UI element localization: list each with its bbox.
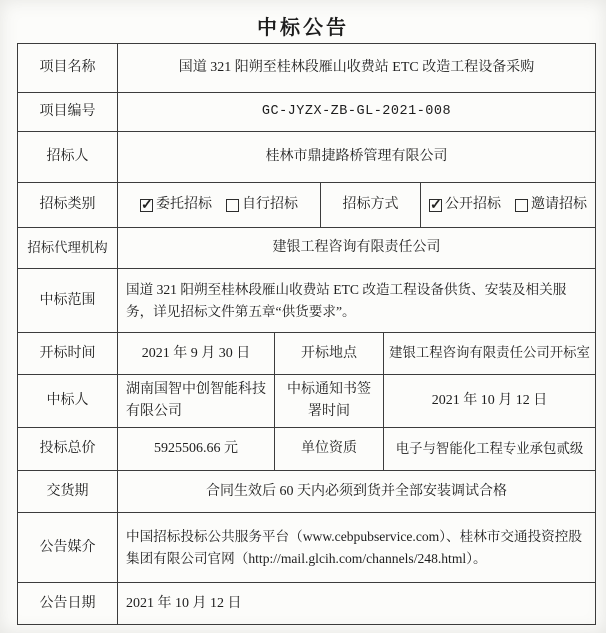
label-agency: 招标代理机构 xyxy=(18,228,118,268)
label-award-scope: 中标范围 xyxy=(18,269,118,332)
row-bid-opening xyxy=(18,333,595,375)
label-bid-opening-place: 开标地点 xyxy=(275,333,384,374)
value-award-scope xyxy=(118,269,595,332)
row-project-name xyxy=(18,44,595,93)
value-bid-price: 5925506.66 元 xyxy=(118,428,275,470)
row-winner xyxy=(18,375,595,428)
option-delegated-tender xyxy=(140,194,212,216)
label-tender-category: 招标类别 xyxy=(18,183,118,227)
value-winner xyxy=(118,375,275,427)
unchecked-checkbox-icon xyxy=(226,199,239,212)
document-title: 中标公告 xyxy=(257,17,349,39)
row-agency xyxy=(18,228,595,269)
label-project-name: 项目名称 xyxy=(18,44,118,92)
label-tenderer: 招标人 xyxy=(18,132,118,182)
unchecked-checkbox-icon xyxy=(515,199,528,212)
value-project-name: 国道 321 阳朔至桂林段雁山收费站 ETC 改造工程设备采购 xyxy=(178,60,535,76)
option-self-tender xyxy=(226,194,298,216)
label-unit-qualification: 单位资质 xyxy=(275,428,384,470)
value-tenderer: 桂林市鼎捷路桥管理有限公司 xyxy=(265,149,448,165)
value-delivery-period: 合同生效后 60 天内必须到货并全部安装调试合格 xyxy=(206,483,507,499)
row-award-scope xyxy=(18,269,595,333)
option-invited-tender xyxy=(515,194,587,216)
row-tenderer xyxy=(18,132,595,183)
label-project-number: 项目编号 xyxy=(18,93,118,131)
label-winner: 中标人 xyxy=(18,375,118,427)
value-agency: 建银工程咨询有限责任公司 xyxy=(272,240,441,256)
value-bid-opening-place: 建银工程咨询有限责任公司开标室 xyxy=(389,345,590,361)
label-announcement-date: 公告日期 xyxy=(18,583,118,624)
option-open-tender xyxy=(429,194,501,216)
tender-category-options xyxy=(118,183,321,227)
label-tender-method: 招标方式 xyxy=(321,183,421,227)
row-bid-price xyxy=(18,428,595,471)
value-unit-qualification: 电子与智能化工程专业承包贰级 xyxy=(395,440,584,456)
row-tender-category xyxy=(18,183,595,228)
row-announcement-media xyxy=(18,513,595,583)
value-notice-signing-time: 2021 年 10 月 12 日 xyxy=(431,393,548,409)
option-invited-tender-label: 邀请招标 xyxy=(531,197,587,213)
row-delivery-period xyxy=(18,471,595,513)
announcement-media-text: 中国招标投标公共服务平台（www.cebpubservice.com）、桂林市交通投资控股集团有限公司官网（http://mail.glcih.com/channels/248.html）。 xyxy=(126,529,582,566)
value-announcement-date: 2021 年 10 月 12 日 xyxy=(126,595,242,611)
announcement-table xyxy=(17,43,596,625)
award-scope-text: 国道 321 阳朔至桂林段雁山收费站 ETC 改造工程设备供货、安装及相关服务，详见招标文件第五章“供货要求”。 xyxy=(126,282,567,319)
value-announcement-media xyxy=(118,513,595,582)
option-self-tender-label: 自行招标 xyxy=(242,197,298,213)
label-delivery-period: 交货期 xyxy=(18,471,118,512)
tender-method-options xyxy=(421,183,595,227)
label-bid-price: 投标总价 xyxy=(18,428,118,470)
winner-name-text: 湖南国智中创智能科技有限公司 xyxy=(126,382,266,419)
value-bid-opening-time: 2021 年 9 月 30 日 xyxy=(118,333,275,374)
row-project-number xyxy=(18,93,595,132)
value-project-number: GC-JYZX-ZB-GL-2021-008 xyxy=(261,103,452,119)
label-notice-signing-time: 中标通知书签署时间 xyxy=(275,375,384,427)
option-open-tender-label: 公开招标 xyxy=(445,197,501,213)
label-announcement-media: 公告媒介 xyxy=(18,513,118,582)
checked-checkbox-icon xyxy=(140,199,153,212)
option-delegated-tender-label: 委托招标 xyxy=(156,197,212,213)
row-announcement-date xyxy=(18,583,595,624)
label-bid-opening-time: 开标时间 xyxy=(18,333,118,374)
checked-checkbox-icon xyxy=(429,199,442,212)
